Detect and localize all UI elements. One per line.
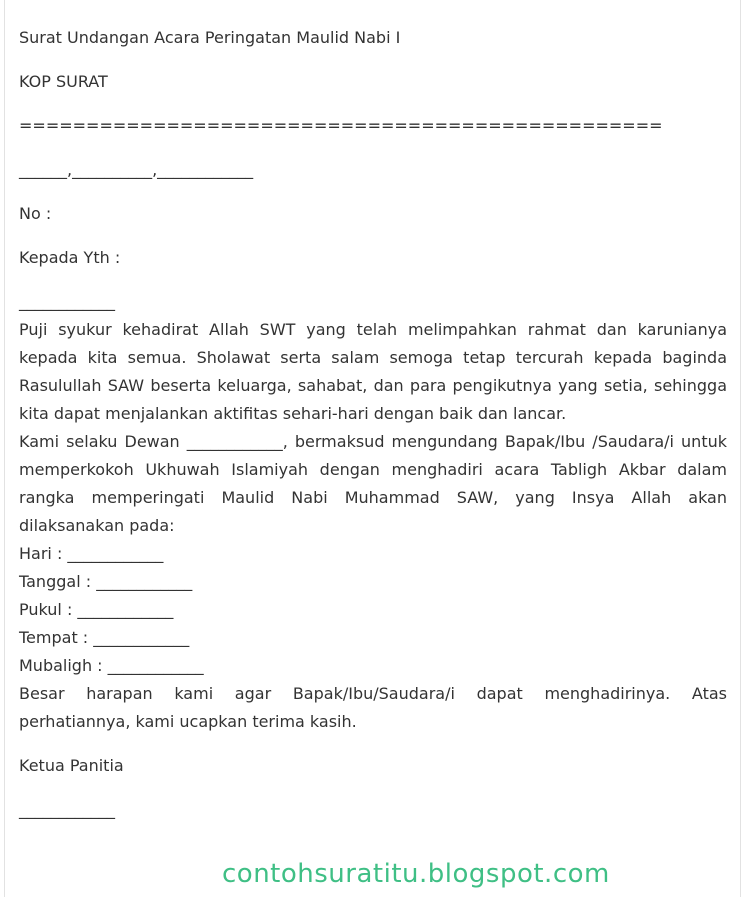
separator-line: ================================================: [19, 116, 663, 135]
letter-body: [19, 24, 727, 824]
opening-paragraph: Puji syukur kehadirat Allah SWT yang telah melimpahkan rahmat dan karunianya kepada kita semua. Sholawat serta salam semoga tetap tercurah kepada baginda Rasulullah SAW beserta keluarga, sahabat, dan para pengikutnya yang setia, sehingga kita dapat menjalankan aktifitas sehari-hari dengan baik dan lancar.: [19, 320, 727, 423]
invitation-paragraph: Kami selaku Dewan ____________, bermaksud mengundang Bapak/Ibu /Saudara/i untuk memperkokoh Ukhuwah Islamiyah dengan menghadiri acara Tabligh Akbar dalam rangka memperingati Maulid Nabi Muhammad SAW, yang Insya Allah akan dilaksanakan pada:: [19, 432, 727, 535]
recipient-blank: ____________: [19, 292, 115, 311]
field-hari: Hari : ____________: [19, 544, 164, 563]
place-date-blank: ______,__________,____________: [19, 160, 254, 179]
letter-number: No :: [19, 204, 52, 223]
field-mubaligh: Mubaligh : ____________: [19, 656, 204, 675]
recipient-label: Kepada Yth :: [19, 248, 121, 267]
letterhead: KOP SURAT: [19, 72, 108, 91]
letter-title: Surat Undangan Acara Peringatan Maulid Nabi I: [19, 28, 401, 47]
field-tanggal: Tanggal : ____________: [19, 572, 193, 591]
field-pukul: Pukul : ____________: [19, 600, 174, 619]
signature-blank: ____________: [19, 800, 115, 819]
signatory-title: Ketua Panitia: [19, 756, 124, 775]
closing-paragraph: Besar harapan kami agar Bapak/Ibu/Saudara/i dapat menghadirinya. Atas perhatiannya, kami ucapkan terima kasih.: [19, 684, 727, 731]
field-tempat: Tempat : ____________: [19, 628, 190, 647]
watermark-link[interactable]: contohsuratitu.blogspot.com: [222, 859, 610, 889]
